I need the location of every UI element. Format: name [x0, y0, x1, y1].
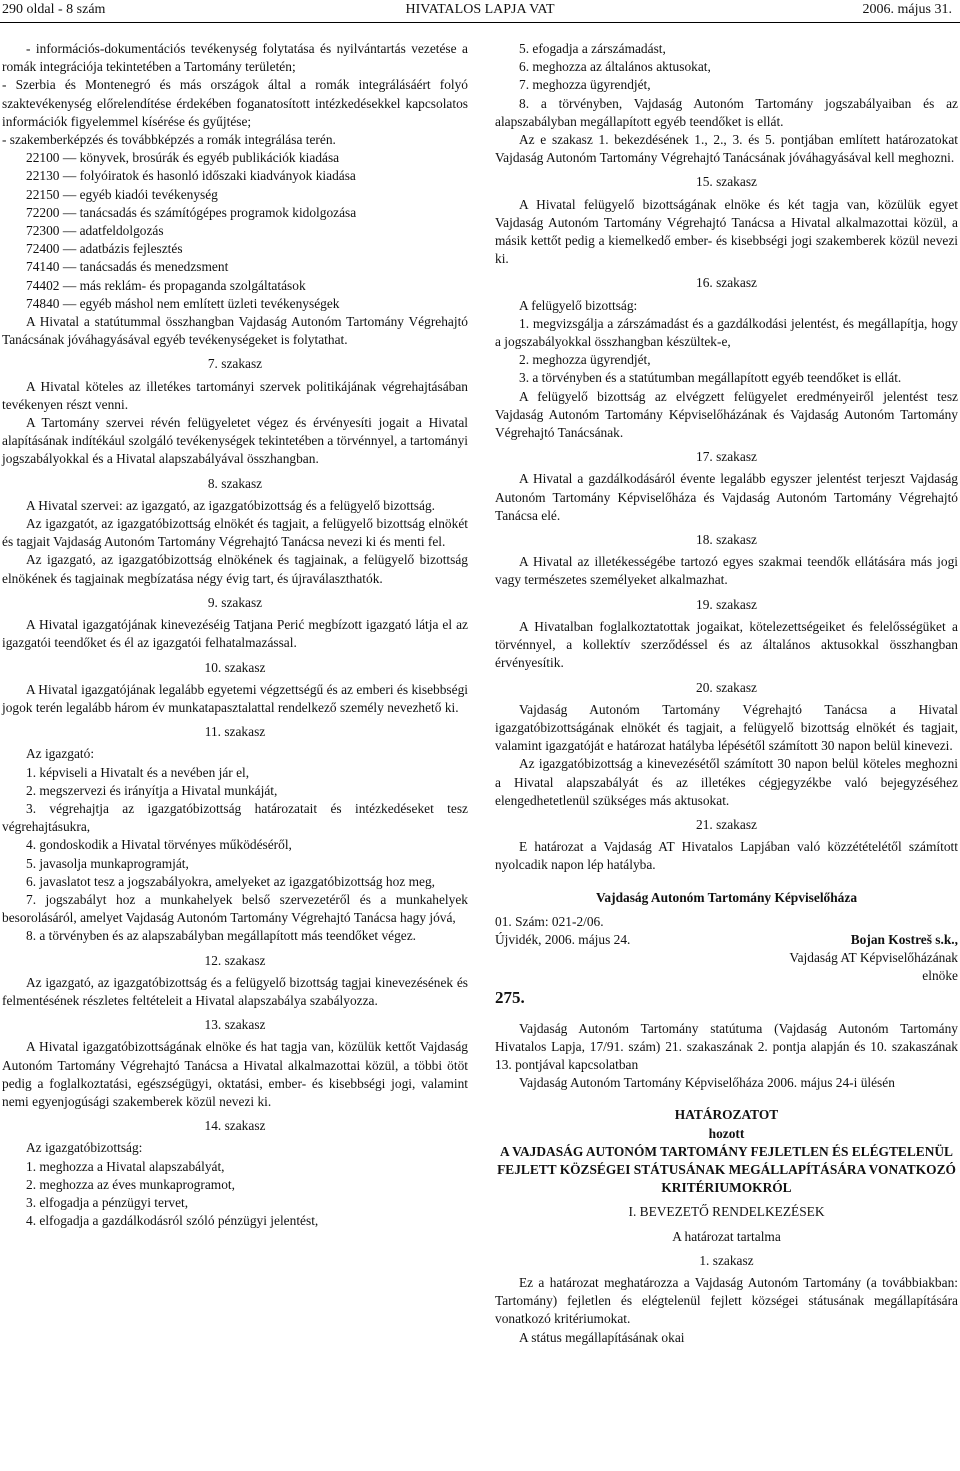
paragraph: Ez a határozat meghatározza a Vajdaság Autonóm Tartomány (a továbbiakban: Tartomány) fejletlen és elégtelenül fejlett községei státusának megállapítására vonatkozó kritériumokat. — [495, 1274, 958, 1327]
paragraph: A Hivatalban foglalkoztatottak jogaikat, kötelezettségeiket és felelősségüket a törvénnyel, a kollektív szerződéssel és az általános aktusokkal összhangban érvényesítik. — [495, 618, 958, 671]
section-heading: 11. szakasz — [204, 724, 266, 740]
signer-title: Vajdaság AT Képviselőházának — [789, 949, 958, 965]
section-heading: 1. szakasz — [699, 1252, 754, 1268]
paragraph: A Hivatal a statútummal összhangban Vajdaság Autonóm Tartomány Végrehajtó Tanácsának jóváhagyásával egyéb tevékenységeket is folytathat. — [2, 314, 468, 348]
paragraph: Az igazgató: — [26, 746, 95, 762]
section-heading: 9. szakasz — [207, 594, 263, 610]
list-item: 6. javaslatot tesz a jogszabályokra, amelyeket az igazgatóbizottság hoz meg, — [26, 873, 435, 889]
page-header — [0, 0, 960, 23]
section-heading: 13. szakasz — [204, 1017, 266, 1033]
list-item: 1. megvizsgálja a zárszámadást és a gazdálkodási jelentést, és megállapítja, hogy a jogszabályokkal összhangban készültek-e, — [495, 315, 958, 350]
paragraph: Vajdaság Autonóm Tartomány statútuma (Vajdaság Autonóm Tartomány Hivatalos Lapja, 17/91. szám) 21. szakaszának 2. pontja alapján és 10. szakaszának 13. pontjával kapcsolatban — [495, 1020, 958, 1072]
section-heading: 19. szakasz — [696, 596, 757, 612]
section-heading: 14. szakasz — [204, 1118, 266, 1134]
decision-subtitle: hozott — [708, 1125, 745, 1141]
paragraph: A Tartomány szervei révén felügyeletet végez és érvényesíti jogait a Hivatal alapításának indítékául szolgáló tevékenységek tekintetében a törvénnyel, a tartományi jogszabályokkal és a Hivatal alapszabályával összhangban. — [2, 415, 468, 467]
signer-title: elnöke — [922, 968, 958, 984]
list-item: 7. jogszabályt hoz a munkahelyek belső szervezetéről és a munkahelyek besorolásáról, amelyet Vajdaság Autonóm Tartomány Végrehajtó Tanácsa hagy jóvá, — [2, 891, 468, 926]
signature-row — [495, 931, 958, 949]
paragraph: Az igazgatót, az igazgatóbizottság elnökét és tagjait, a felügyelő bizottság elnökét és tagjait Vajdaság Autonóm Tartomány Végrehajtó Tanácsa nevezi ki és menti fel. — [2, 516, 468, 550]
list-item: 22130 — folyóiratok és hasonló időszaki kiadványok kiadása — [26, 168, 356, 184]
list-item: 72200 — tanácsadás és számítógépes programok kidolgozása — [26, 204, 357, 220]
board-duties-list-continued — [495, 40, 958, 131]
section-heading: 12. szakasz — [204, 952, 266, 968]
paragraph: A Hivatal szervei: az igazgató, az igazgatóbizottság és a felügyelő bizottság. — [26, 497, 435, 513]
paragraph: - szakemberképzés és továbbképzés a romák integrálása terén. — [2, 132, 336, 148]
list-item: 4. elfogadja a gazdálkodásról szóló pénzügyi jelentést, — [26, 1213, 319, 1229]
list-item: 4. gondoskodik a Hivatal törvényes működéséről, — [26, 837, 292, 853]
list-item: 22150 — egyéb kiadói tevékenység — [26, 186, 218, 202]
list-item: 72400 — adatbázis fejlesztés — [26, 241, 183, 257]
reference-number: 01. Szám: 021-2/06. — [495, 913, 604, 929]
paragraph: A Hivatal felügyelő bizottságának elnöke és két tagja van, közülük egyet Vajdaság Autonóm Tartomány Végrehajtó Tanácsa a Hivatal alkalmazottai közül, a másik kettőt pedig a kiemelkedő ember- és kisebbségi jogi szakemberek közül nevezi ki. — [495, 196, 958, 267]
decision-title: HATÁROZATOT — [674, 1107, 779, 1123]
list-item: 2. meghozza az éves munkaprogramot, — [26, 1176, 235, 1192]
list-item: 8. a törvényben és az alapszabályban megállapított más teendőket végez. — [26, 928, 417, 944]
paragraph: A felügyelő bizottság: — [519, 297, 638, 313]
decision-heading: A VAJDASÁG AUTONÓM TARTOMÁNY FEJLETLEN ÉS ELÉGTELENÜL FEJLETT KÖZSÉGEI STÁTUSÁNAK MEGÁLLAPÍTÁSÁRA VONATKOZÓ KRITÉRIUMOKRÓL — [497, 1143, 956, 1196]
paragraph: Vajdaság Autonóm Tartomány Végrehajtó Tanácsa a Hivatal igazgatóbizottságának elnökét és tagjait, a felügyelő bizottság elnökét és tagjait, valamint igazgatóját e határozat hatályba lépésétől számított 30 napon belül kinevezi. — [495, 701, 958, 754]
section-heading: 15. szakasz — [696, 174, 757, 190]
section-heading: 21. szakasz — [696, 816, 757, 832]
section-heading: 20. szakasz — [696, 679, 757, 695]
page-number: 290 oldal - 8 szám — [2, 2, 106, 17]
list-item: 72300 — adatfeldolgozás — [26, 223, 164, 239]
paragraph: Vajdaság Autonóm Tartomány Képviselőháza 2006. május 24-i ülésén — [519, 1075, 895, 1091]
list-item: 74840 — egyéb máshol nem említett üzleti tevékenységek — [26, 295, 340, 311]
paragraph: Az e szakasz 1. bekezdésének 1., 2., 3. és 5. pontjában említett határozatokat Vajdaság Autonóm Tartomány Végrehajtó Tanácsának jóváhagyásával kell meghozni. — [495, 132, 958, 166]
section-heading: 17. szakasz — [696, 449, 757, 465]
paragraph: A Hivatal igazgatójának legalább egyetemi végzettségű és az emberi és kisebbségi jogok terén legalább három év munkatapasztalattal rendelkező személy nevezhető ki. — [2, 681, 468, 715]
paragraph: A státus megállapításának okai — [519, 1329, 685, 1345]
issuer-heading: Vajdaság Autonóm Tartomány Képviselőháza — [595, 889, 858, 905]
section-heading: 7. szakasz — [207, 356, 263, 372]
document-number: 275. — [495, 988, 525, 1008]
activity-code-list — [2, 149, 468, 313]
list-item: 3. a törvényben és a statútumban megállapított egyéb teendőket is ellát. — [519, 370, 902, 386]
paragraph: - Szerbia és Montenegró és más országok által a romák integrálásáért folyó szaktevékenység előrelendítése érdekében foganatosított intézkedésekkel kapcsolatos információk figyelemmel kísérése és gyűjtése; — [2, 77, 468, 129]
list-item: 22100 — könyvek, brosúrák és egyéb publikációk kiadása — [26, 150, 340, 166]
section-heading: 18. szakasz — [696, 532, 757, 548]
list-item: 74402 — más reklám- és propaganda szolgáltatások — [26, 277, 306, 293]
paragraph: Az igazgatóbizottság a kinevezésétől számított 30 napon belül köteles meghozni a Hivatal alapszabályát és az illetékes cégjegyzékbe való bejegyzéséhez elengedhetetlenül szükséges más aktusokat. — [495, 756, 958, 808]
issue-date: 2006. május 31. — [862, 2, 952, 17]
list-item: 5. javasolja munkaprogramját, — [26, 855, 189, 871]
chapter-heading: I. BEVEZETŐ RENDELKEZÉSEK — [628, 1204, 825, 1220]
paragraph: Az igazgató, az igazgatóbizottság elnökének és tagjainak, a felügyelő bizottság elnökének és tagjainak megbízatása négy évig tart, és újraválaszthatók. — [2, 552, 468, 586]
director-duties-list — [2, 764, 468, 946]
list-item: 3. végrehajtja az igazgatóbizottság határozatait és intézkedéseket tesz végrehajtásukra, — [2, 800, 468, 835]
paragraph: Az igazgató, az igazgatóbizottság és a felügyelő bizottság tagjai kinevezésének és felmentésének részletes feltételeit a Hivatal alapszabálya szabályozza. — [2, 974, 468, 1008]
list-item: 3. elfogadja a pénzügyi tervet, — [26, 1194, 189, 1210]
list-item: 5. efogadja a zárszámadást, — [519, 41, 666, 56]
supervisory-duties-list — [495, 315, 958, 388]
board-duties-list — [2, 1158, 468, 1231]
chapter-subheading: A határozat tartalma — [672, 1228, 781, 1244]
right-column — [495, 40, 958, 1347]
list-item: 1. képviseli a Hivatalt és a nevében jár el, — [26, 764, 250, 780]
paragraph: E határozat a Vajdaság AT Hivatalos Lapjában való közzétételétől számított nyolcadik napon lép hatályba. — [495, 839, 958, 873]
paragraph: A Hivatal a gazdálkodásáról évente legalább egyszer jelentést terjeszt Vajdaság Autonóm Tartomány Képviselőháza és Vajdaság Autonóm Tartomány Végrehajtó Tanácsa elé. — [495, 471, 958, 523]
place-date: Újvidék, 2006. május 24. — [495, 931, 631, 947]
paragraph: A Hivatal az illetékességébe tartozó egyes szakmai teendők ellátására más jogi vagy természetes személyeket alkalmazhat. — [495, 554, 958, 588]
paragraph: Az igazgatóbizottság: — [26, 1140, 143, 1156]
paragraph: A Hivatal igazgatóbizottságának elnöke és hat tagja van, közülük kettőt Vajdaság Autonóm Tartomány Végrehajtó Tanácsa a Hivatal alkalmazottai közül, a többi ötöt pedig a foglalkoztatási, egészségügyi, oktatási, ember- és kisebbségi jogi, valamint nemi egyenjogúsági szakemberek közül nevezi ki. — [2, 1039, 468, 1109]
paragraph: A Hivatal köteles az illetékes tartományi szervek politikájának végrehajtásában tevékenyen részt venni. — [2, 378, 468, 412]
paragraph: A felügyelő bizottság az elvégzett felügyelet eredményeiről jelentést tesz Vajdaság Autonóm Tartomány Képviselőházának és Vajdaság Autonóm Tartomány Végrehajtó Tanácsának. — [495, 388, 958, 441]
paragraph: - információs-dokumentációs tevékenység folytatása és nyilvántartás vezetése a romák integrációja tekintetében a Tartomány területén; — [2, 41, 468, 75]
list-item: 2. meghozza ügyrendjét, — [519, 352, 651, 368]
list-item: 74140 — tanácsadás és menedzsment — [26, 259, 229, 275]
list-item: 8. a törvényben, Vajdaság Autonóm Tartomány jogszabályaiban és az alapszabályban megállapított egyéb teendőket is ellát. — [495, 95, 958, 129]
section-heading: 10. szakasz — [204, 659, 266, 675]
section-heading: 16. szakasz — [696, 275, 757, 291]
section-heading: 8. szakasz — [207, 475, 263, 491]
list-item: 1. meghozza a Hivatal alapszabályát, — [26, 1158, 225, 1174]
left-column — [2, 40, 468, 1230]
signer-name: Bojan Kostreš s.k., — [850, 931, 958, 947]
paragraph: A Hivatal igazgatójának kinevezéséig Tatjana Perić megbízott igazgató látja el az igazgatói teendőket és él az igazgatói felhatalmazással. — [2, 617, 468, 651]
journal-title: HIVATALOS LAPJA VAT — [405, 2, 555, 17]
list-item: 6. meghozza az általános aktusokat, — [519, 59, 711, 75]
list-item: 7. meghozza ügyrendjét, — [519, 77, 651, 93]
list-item: 2. megszervezi és irányítja a Hivatal munkáját, — [26, 782, 278, 798]
